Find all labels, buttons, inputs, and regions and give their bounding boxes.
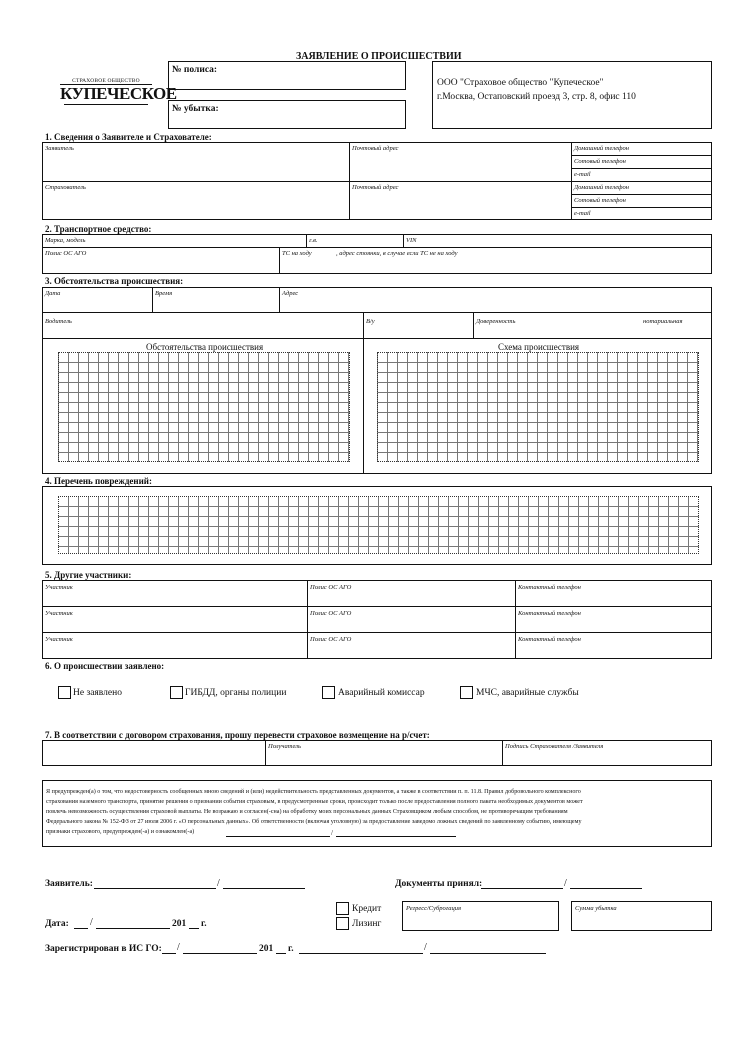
traffic-police-label: ГИБДД, органы полиции [185, 688, 287, 698]
loss-number-label: № убытка: [172, 104, 219, 114]
vehicle-policy-label: Полис ОС АГО [45, 250, 87, 257]
credit-label: Кредит [352, 904, 382, 914]
participant-2-policy-label: Полис ОС АГО [310, 610, 352, 617]
disclaimer-line: признаки страхового, предупрежден(-а) и ознакомлен(-а) [46, 829, 195, 835]
section-3-title: 3. Обстоятельства происшествия: [45, 276, 184, 286]
participant-1-phone-label: Контактный телефон [518, 584, 581, 591]
vehicle-driving-label: ТС на ходу [282, 250, 312, 257]
participant-3-label: Участник [45, 636, 73, 643]
page-title: ЗАЯВЛЕНИЕ О ПРОИСШЕСТВИИ [296, 51, 462, 62]
insurer-info-box [432, 61, 712, 129]
docs-accepted-signature-line[interactable] [481, 888, 563, 889]
registered-signature-line[interactable] [299, 953, 423, 954]
participant-3-policy-label: Полис ОС АГО [310, 636, 352, 643]
emergency-commissioner-checkbox[interactable] [322, 686, 335, 699]
participant-3-phone-label: Контактный телефон [518, 636, 581, 643]
registered-year-prefix: 201 [259, 944, 274, 954]
participants-table [42, 580, 712, 659]
emergency-commissioner-label: Аварийный комиссар [338, 688, 425, 698]
date-label: Дата [45, 290, 61, 297]
month-line[interactable] [96, 928, 170, 929]
credit-checkbox[interactable] [336, 902, 349, 915]
loss-number-box[interactable] [168, 100, 406, 129]
date-footer-label: Дата: [45, 919, 69, 929]
disclaimer-text [46, 787, 583, 837]
not-reported-checkbox[interactable] [58, 686, 71, 699]
circumstances-heading: Обстоятельства происшествия [146, 342, 264, 352]
disclaimer-line: Я предупрежден(а) о том, что недостоверность сообщенных мною сведений и (или) недействительность представленных документов, а также в соответствии п. п. 11.8. Правил добровольного комплексного [46, 789, 581, 795]
slash: / [331, 829, 333, 837]
parking-address-label: , адрес стоянки, в случае если ТС не на ходу [336, 250, 458, 257]
year-label: г.в. [309, 237, 318, 244]
company-logo [60, 78, 177, 106]
signature-label: Подпись Страхователя /Заявителя [505, 743, 604, 750]
applicant-label: Заявитель [45, 145, 74, 152]
policy-number-label: № полиса: [172, 65, 218, 75]
section-4-title: 4. Перечень повреждений: [45, 476, 152, 486]
policy-number-box[interactable] [168, 61, 406, 90]
day-line[interactable] [74, 928, 88, 929]
slash: / [564, 878, 567, 889]
participant-2-phone-label: Контактный телефон [518, 610, 581, 617]
policyholder-home-phone-label: Домашний телефон [574, 184, 629, 191]
policyholder-postal-label: Почтовый адрес [352, 184, 399, 191]
registered-label: Зарегистрирован в ИС ГО: [45, 944, 162, 954]
year-line[interactable] [189, 928, 199, 929]
disclaimer-line: страхования наземного транспорта, принятие решения о признании события страховым, в предусмотренные сроки, происходит только после предоставления полного пакета необходимых документов может [46, 799, 583, 805]
applicant-postal-label: Почтовый адрес [352, 145, 399, 152]
participant-1-policy-label: Полис ОС АГО [310, 584, 352, 591]
section-2-title: 2. Транспортное средство: [45, 224, 152, 234]
policyholder-email-label: e-mail [574, 210, 591, 217]
applicant-home-phone-label: Домашний телефон [574, 145, 629, 152]
participant-2-label: Участник [45, 610, 73, 617]
policyholder-mobile-label: Сотовый телефон [574, 197, 626, 204]
docs-accepted-label: Документы принял: [395, 879, 483, 889]
slash: / [90, 917, 93, 928]
registered-year-line[interactable] [276, 953, 286, 954]
notarial-label: нотариальная [643, 318, 683, 325]
disclaimer-line: Федерального закона № 152-ФЗ от 27 июля 2006 г. «О персональных данных». Об ответственности (включая уголовную) за предоставление заведомо ложных сведений по заявленному событию, имеющему [46, 819, 582, 825]
section-1-title: 1. Сведения о Заявителе и Страхователе: [45, 132, 212, 142]
section-5-title: 5. Другие участники: [45, 570, 132, 580]
participant-1-label: Участник [45, 584, 73, 591]
license-label: В/у [366, 318, 375, 325]
incident-address-label: Адрес [282, 290, 299, 297]
section-6-title: 6. О происшествии заявлено: [45, 661, 165, 671]
slash: / [424, 942, 427, 953]
regress-box[interactable] [402, 901, 559, 931]
slash: / [177, 942, 180, 953]
policyholder-label: Страхователь [45, 184, 86, 191]
recipient-label: Получатель [268, 743, 301, 750]
registered-name-line[interactable] [430, 953, 546, 954]
circumstances-grid[interactable] [58, 352, 350, 462]
emergency-services-label: МЧС, аварийные службы [476, 688, 579, 698]
docs-accepted-name-line[interactable] [570, 888, 642, 889]
time-label: Время [155, 290, 173, 297]
section-7-title: 7. В соответствии с договором страхования, прошу перевести страховое возмещение на р/счет: [45, 730, 430, 740]
not-reported-label: Не заявлено [73, 688, 122, 698]
loss-sum-box[interactable] [571, 901, 712, 931]
applicant-signature-line[interactable] [94, 888, 216, 889]
make-model-label: Марка, модель [45, 237, 86, 244]
scheme-heading: Схема происшествия [498, 342, 580, 352]
logo-tagline: СТРАХОВОЕ ОБЩЕСТВО [60, 78, 152, 85]
applicant-mobile-label: Сотовый телефон [574, 158, 626, 165]
driver-label: Водитель [45, 318, 72, 325]
leasing-checkbox[interactable] [336, 917, 349, 930]
traffic-police-checkbox[interactable] [170, 686, 183, 699]
registered-day-line[interactable] [162, 953, 176, 954]
leasing-label: Лизинг [352, 919, 382, 929]
emergency-services-checkbox[interactable] [460, 686, 473, 699]
slash: / [217, 878, 220, 889]
year-prefix: 201 [172, 919, 187, 929]
applicant-signature-label: Заявитель: [45, 879, 93, 889]
insurer-address: г.Москва, Остаповский проезд 3, стр. 8, офис 110 [437, 92, 636, 102]
insurer-name: ООО "Страховое общество "Купеческое" [437, 78, 604, 88]
registered-year-suffix: г. [288, 944, 294, 954]
year-suffix: г. [201, 919, 207, 929]
applicant-name-line[interactable] [223, 888, 305, 889]
damage-grid[interactable] [58, 496, 699, 554]
regress-label: Регресс/Суброгация [406, 905, 462, 912]
power-of-attorney-label: Доверенность [476, 318, 516, 325]
registered-month-line[interactable] [183, 953, 257, 954]
logo-name: КУПЕЧЕСКОЕ [60, 84, 177, 103]
disclaimer-line: повлечь невозможность осуществления страховой выплаты. Не возражаю и согласен(-сна) на обработку моих персональных данных Страховщиком любым способом, не противоречащим требованиям [46, 809, 568, 815]
payment-table [42, 740, 712, 766]
scheme-grid[interactable] [377, 352, 699, 462]
loss-sum-label: Сумма убытка [575, 905, 617, 912]
vin-label: VIN [406, 237, 417, 244]
applicant-email-label: e-mail [574, 171, 591, 178]
